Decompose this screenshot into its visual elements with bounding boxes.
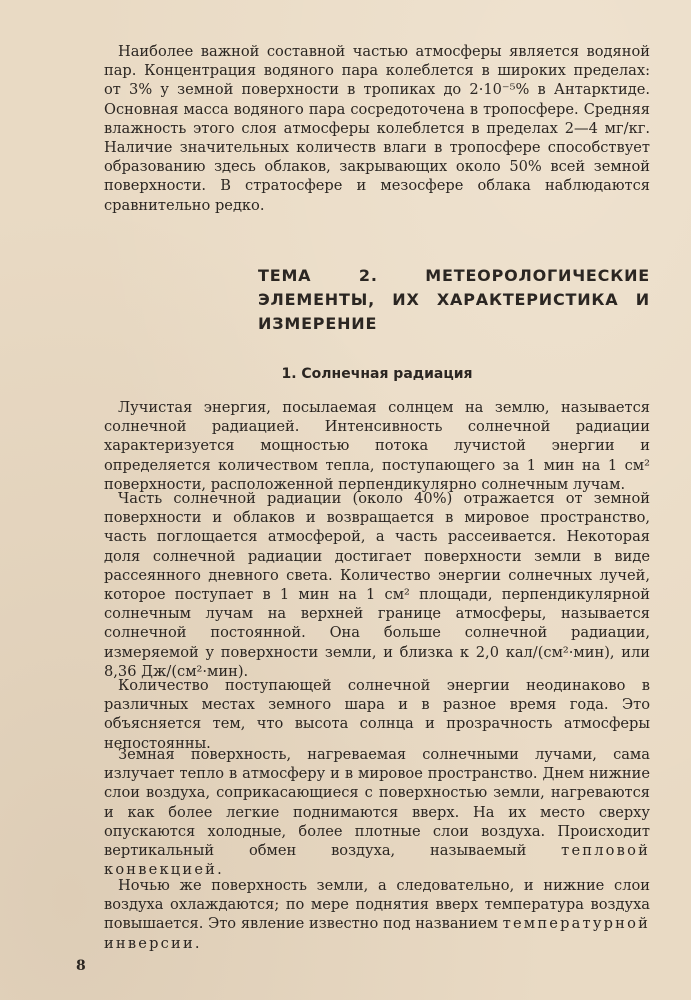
inversion-end: . — [194, 934, 200, 952]
topic-heading: ТЕМА 2. МЕТЕОРОЛОГИЧЕСКИЕ ЭЛЕМЕНТЫ, ИХ ХАРАКТЕРИСТИКА И ИЗМЕРЕНИЕ — [258, 266, 650, 333]
paragraph-convection — [104, 745, 650, 879]
paragraph-inversion — [104, 876, 650, 953]
paragraph-seasonal-variation: Количество поступающей солнечной энергии неодинаково в различных местах земного шара и в разное время года. Это объясняется тем, что высота солнца и прозрачность атмосферы непостоянны. — [104, 677, 650, 752]
paragraph-radiation-definition: Лучистая энергия, посылаемая солнцем на землю, называется солнечной радиацией. Интенсивность солнечной радиации характеризуется мощностью потока лучистой энергии и определяется количеством тепла, поступающего за 1 мин на 1 см² поверхности, расположенной перпендикулярно солнечным лучам. — [104, 399, 650, 493]
inversion-text: Ночью же поверхность земли, а следовательно, и нижние слои воздуха охлаждаются; по мере поднятия вверх температура воздуха повышается. Это явление известно под названием — [104, 877, 650, 933]
convection-text: Земная поверхность, нагреваемая солнечными лучами, сама излучает тепло в атмосферу и в мировое пространство. Днем нижние слои воздуха, соприкасающиеся с поверхностью земли, нагреваются и как более легкие поднимаются вверх. На их место сверху опускаются холодные, более плотные слои воздуха. Происходит вертикальный обмен воздуха, называемый — [104, 746, 650, 860]
convection-term: тепловой конвекцией — [104, 842, 650, 879]
section-heading: 1. Солнечная радиация — [281, 366, 473, 382]
intro-paragraph: Наиболее важной составной частью атмосферы является водяной пар. Концентрация водяного пара колеблется в широких пределах: от 3% у земной поверхности в тропиках до 2·10⁻⁵% в Антарктиде. Основная масса водяного пара сосредоточена в тропосфере. Средняя влажность этого слоя атмосферы колеблется в пределах 2—4 мг/кг. Наличие значительных количеств влаги в тропосфере способствует образованию здесь облаков, закрывающих около 50% всей земной поверхности. В стратосфере и мезосфере облака наблюдаются сравнительно редко. — [104, 43, 650, 214]
inversion-term: температурной инверсии — [104, 915, 650, 952]
page-number: 8 — [76, 958, 86, 974]
paragraph-solar-constant: Часть солнечной радиации (около 40%) отражается от земной поверхности и облаков и возвращается в мировое пространство, часть поглощается атмосферой, а часть рассеивается. Некоторая доля солнечной радиации достигает поверхности земли в виде рассеянного дневного света. Количество энергии солнечных лучей, которое поступает в 1 мин на 1 см² площади, перпендикулярной солнечным лучам на верхней границе атмосферы, называется солнечной постоянной. Она больше солнечной радиации, измеряемой у поверхности земли, и близка к 2,0 кал/(см²·мин), или 8,36 Дж/(см²·мин). — [104, 490, 650, 680]
convection-end: . — [217, 861, 222, 879]
